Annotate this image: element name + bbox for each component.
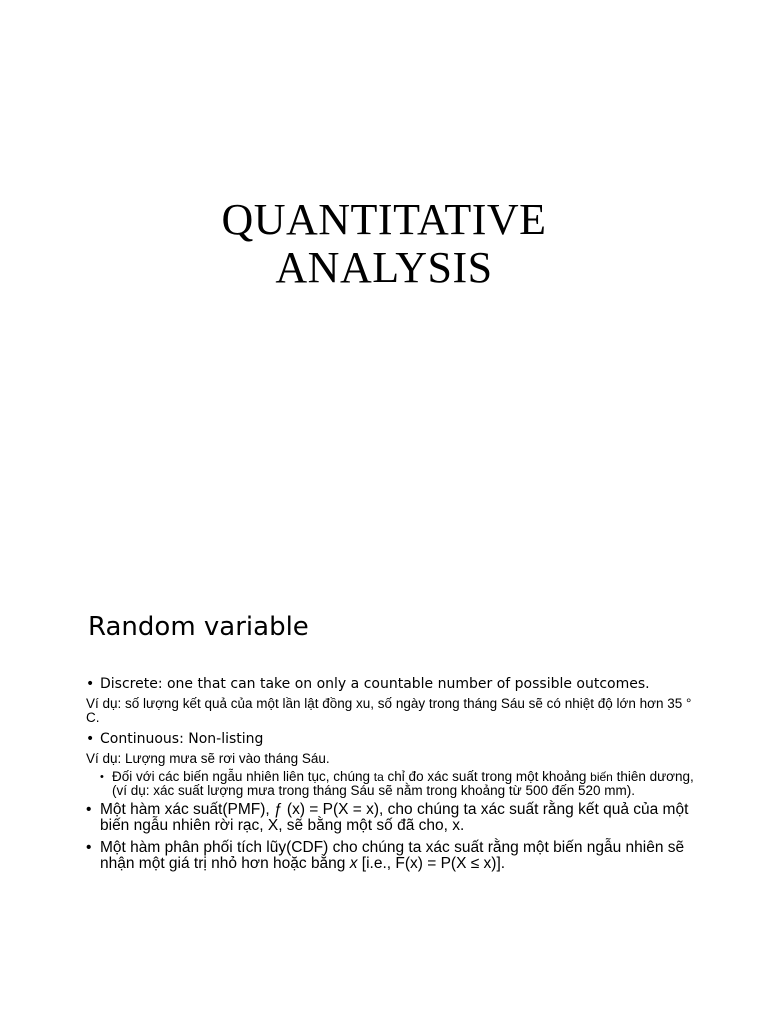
continuous-sub-text-1: Đối với các biến ngẫu nhiên liên tục, chúng — [112, 769, 374, 784]
slide-title — [0, 196, 768, 292]
continuous-example: Ví dụ: Lượng mưa sẽ rơi vào tháng Sáu. — [86, 751, 330, 766]
bullet-dot: • — [86, 731, 95, 747]
bullet-dot: • — [86, 839, 92, 856]
pmf-text: Một hàm xác suất(PMF), ƒ (x) = P(X = x), cho chúng ta xác suất rằng kết quả của một biến ngẫu nhiên rời rạc, X, sẽ bằng một số đã cho, x. — [100, 801, 689, 834]
bullet-pmf — [86, 802, 696, 834]
discrete-text: Discrete: one that can take on only a countable number of possible outcomes. — [100, 676, 650, 692]
bullet-dot: • — [86, 801, 92, 818]
cdf-text-1: Một hàm phân phối tích lũy(CDF) cho chúng ta xác suất rằng một biến ngẫu nhiên sẽ nhận một giá trị nhỏ hơn hoặc bằng — [100, 839, 685, 872]
sub-bullet-dot: • — [100, 771, 104, 783]
cdf-italic-x: x — [349, 855, 358, 872]
continuous-text: Continuous: Non-listing — [100, 731, 264, 747]
title-line-1: QUANTITATIVE — [221, 195, 547, 244]
section-heading: Random variable — [88, 612, 309, 642]
bullet-dot: • — [86, 676, 95, 692]
bullet-list — [86, 674, 696, 872]
continuous-sub-small-2: biến — [590, 770, 613, 784]
cdf-text-2: [i.e., F(x) = P(X ≤ x)]. — [357, 855, 506, 872]
continuous-sub-text-2: chỉ đo xác suất trong một khoảng — [383, 769, 591, 784]
bullet-continuous — [86, 729, 696, 749]
title-line-2: ANALYSIS — [275, 243, 493, 292]
continuous-sub-bullet — [86, 770, 696, 798]
continuous-sub-text-3: thiên dương, (ví dụ: xác suất lượng mưa trong tháng Sáu sẽ nằm trong khoảng từ 500 đến 520 mm). — [112, 769, 694, 798]
discrete-example: Ví dụ: số lượng kết quả của một lần lật đồng xu, số ngày trong tháng Sáu sẽ có nhiệt độ lớn hơn 35 ° C. — [86, 696, 692, 725]
continuous-sub-small-1: ta — [373, 770, 384, 784]
bullet-cdf — [86, 840, 696, 872]
bullet-discrete — [86, 674, 696, 694]
